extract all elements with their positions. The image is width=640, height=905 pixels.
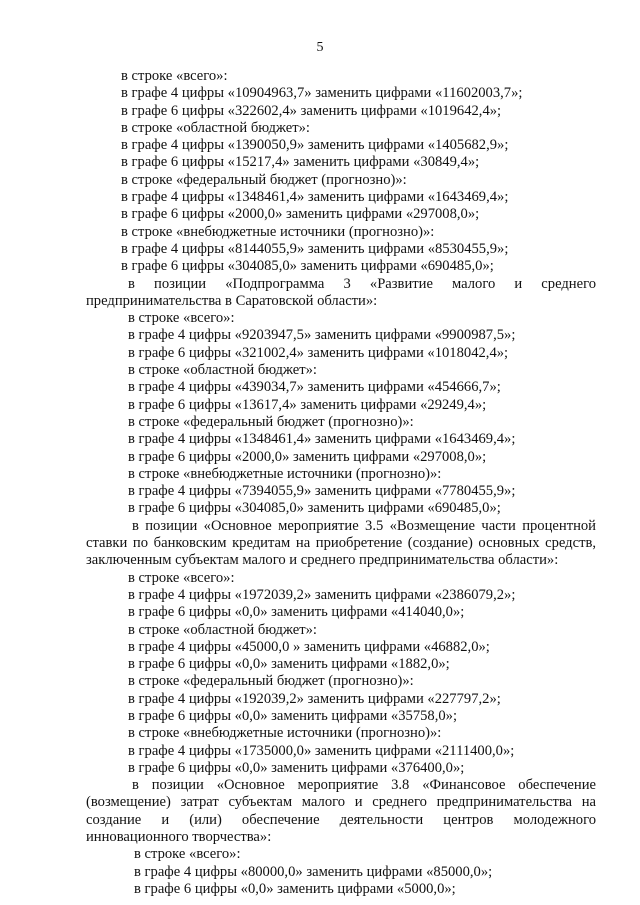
text-line: в графе 4 цифры «10904963,7» заменить цифрами «11602003,7»; — [121, 85, 523, 102]
paragraph: в позиции «Основное мероприятие 3.5 «Возмещение части процентной ставки по банковским кредитам на приобретение (создание) основных средств, заключенным субъектам малого и среднего предпринимательства области»: — [86, 517, 596, 569]
text-line: в строке «областной бюджет»: — [121, 119, 310, 136]
text-line: в графе 6 цифры «15217,4» заменить цифрами «30849,4»; — [121, 154, 480, 171]
text-line: в графе 4 цифры «439034,7» заменить цифрами «454666,7»; — [128, 379, 501, 396]
text-line: в графе 4 цифры «9203947,5» заменить цифрами «9900987,5»; — [128, 327, 516, 344]
text-line: в строке «федеральный бюджет (прогнозно)»: — [121, 171, 407, 188]
text-line: в строке «внебюджетные источники (прогнозно)»: — [128, 465, 442, 482]
text-line: в графе 6 цифры «0,0» заменить цифрами «414040,0»; — [128, 604, 465, 621]
text-line: в графе 6 цифры «304085,0» заменить цифрами «690485,0»; — [128, 500, 501, 517]
text-line: в графе 4 цифры «80000,0» заменить цифрами «85000,0»; — [134, 863, 493, 880]
text-line: в графе 6 цифры «13617,4» заменить цифрами «29249,4»; — [128, 396, 487, 413]
paragraph: в позиции «Подпрограмма 3 «Развитие малого и среднего предпринимательства в Саратовской области»: — [86, 275, 596, 309]
text-line: в строке «всего»: — [134, 846, 241, 863]
text-line: в графе 4 цифры «1735000,0» заменить цифрами «2111400,0»; — [128, 742, 515, 759]
text-line: в строке «федеральный бюджет (прогнозно)»: — [128, 413, 414, 430]
text-line: в графе 6 цифры «321002,4» заменить цифрами «1018042,4»; — [128, 344, 509, 361]
text-line: в графе 4 цифры «1972039,2» заменить цифрами «2386079,2»; — [128, 586, 516, 603]
document-body — [86, 68, 596, 898]
text-line: в строке «федеральный бюджет (прогнозно)»: — [128, 673, 414, 690]
page-number: 5 — [316, 40, 324, 55]
text-line: в строке «областной бюджет»: — [128, 621, 317, 638]
text-line: в графе 6 цифры «0,0» заменить цифрами «1882,0»; — [128, 656, 450, 673]
text-line: в строке «внебюджетные источники (прогнозно)»: — [128, 725, 442, 742]
text-line: в графе 6 цифры «2000,0» заменить цифрами «297008,0»; — [128, 448, 487, 465]
text-line: в графе 6 цифры «304085,0» заменить цифрами «690485,0»; — [121, 258, 494, 275]
text-line: в строке «всего»: — [128, 310, 235, 327]
text-line: в строке «областной бюджет»: — [128, 362, 317, 379]
text-line: в строке «внебюджетные источники (прогнозно)»: — [121, 223, 435, 240]
paragraph: в позиции «Основное мероприятие 3.8 «Финансовое обеспечение (возмещение) затрат субъектам малого и среднего предпринимательства на создание и (или) обеспечение деятельности центров молодежного инновационного творчества»: — [86, 777, 596, 846]
text-line: в графе 6 цифры «0,0» заменить цифрами «5000,0»; — [134, 880, 456, 897]
text-line: в графе 6 цифры «322602,4» заменить цифрами «1019642,4»; — [121, 102, 502, 119]
text-line: в графе 4 цифры «1348461,4» заменить цифрами «1643469,4»; — [121, 189, 509, 206]
text-line: в графе 4 цифры «1348461,4» заменить цифрами «1643469,4»; — [128, 431, 516, 448]
text-line: в графе 4 цифры «1390050,9» заменить цифрами «1405682,9»; — [121, 137, 509, 154]
text-line: в графе 4 цифры «7394055,9» заменить цифрами «7780455,9»; — [128, 483, 516, 500]
text-line: в строке «всего»: — [121, 68, 228, 84]
text-line: в строке «всего»: — [128, 569, 235, 586]
text-line: в графе 6 цифры «2000,0» заменить цифрами «297008,0»; — [121, 206, 480, 223]
text-line: в графе 6 цифры «0,0» заменить цифрами «376400,0»; — [128, 759, 465, 776]
text-line: в графе 4 цифры «192039,2» заменить цифрами «227797,2»; — [128, 690, 501, 707]
text-line: в графе 4 цифры «45000,0 » заменить цифрами «46882,0»; — [128, 638, 490, 655]
text-line: в графе 6 цифры «0,0» заменить цифрами «35758,0»; — [128, 707, 458, 724]
text-line: в графе 4 цифры «8144055,9» заменить цифрами «8530455,9»; — [121, 240, 509, 257]
